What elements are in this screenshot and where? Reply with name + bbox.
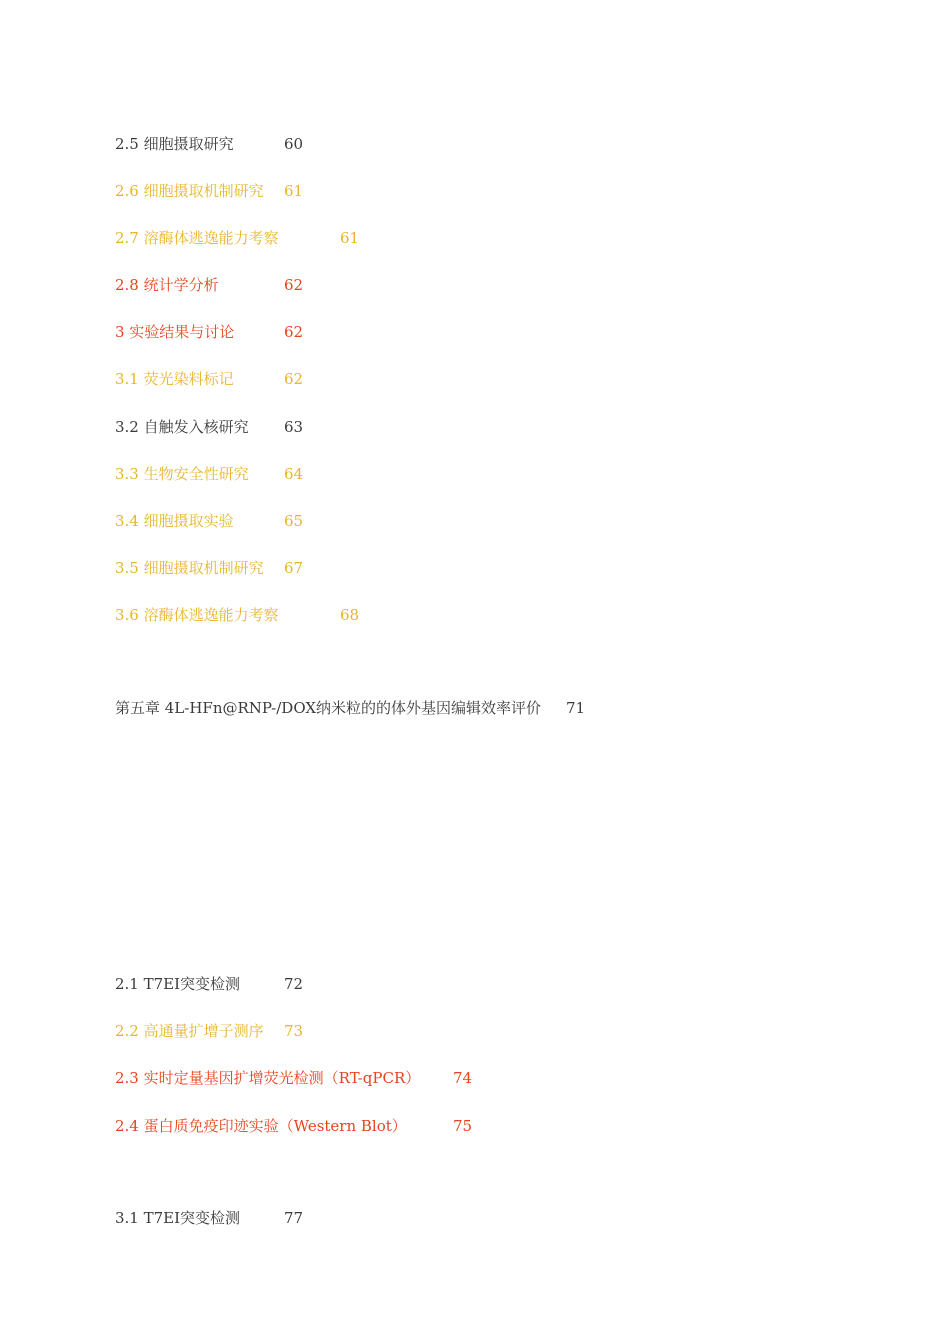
toc-entry-page: 61	[340, 229, 360, 247]
toc-entry-page: 61	[284, 182, 304, 200]
toc-entry-page: 71	[566, 699, 586, 717]
toc-entry-label: 3.4 细胞摄取实验	[115, 512, 234, 530]
toc-entry-page: 62	[284, 276, 304, 294]
toc-entry-page: 67	[284, 559, 304, 577]
toc-entry-label: 3.6 溶酶体逃逸能力考察	[115, 606, 279, 624]
toc-entry-label: 2.3 实时定量基因扩增荧光检测（RT-qPCR）	[115, 1069, 421, 1087]
toc-entry-page: 64	[284, 465, 304, 483]
toc-entry-label: 2.2 高通量扩增子测序	[115, 1022, 264, 1040]
toc-entry-page: 65	[284, 512, 304, 530]
toc-entry-page: 72	[284, 975, 304, 993]
toc-entry-label: 第五章 4L-HFn@RNP-/DOX纳米粒的的体外基因编辑效率评价	[115, 699, 542, 717]
toc-entry-page: 62	[284, 370, 304, 388]
toc-entry-label: 3.2 自触发入核研究	[115, 418, 249, 436]
toc-entry-label: 2.8 统计学分析	[115, 276, 219, 294]
toc-entry-page: 73	[284, 1022, 304, 1040]
toc-entry-label: 3.3 生物安全性研究	[115, 465, 249, 483]
toc-entry-label: 2.4 蛋白质免疫印迹实验（Western Blot）	[115, 1117, 407, 1135]
toc-entry-label: 2.6 细胞摄取机制研究	[115, 182, 264, 200]
toc-entry-label: 3 实验结果与讨论	[115, 323, 235, 341]
toc-entry-label: 3.1 T7EI突变检测	[115, 1209, 241, 1227]
toc-entry-page: 60	[284, 135, 304, 153]
toc-entry-page: 75	[453, 1117, 473, 1135]
toc-entry-page: 63	[284, 418, 304, 436]
toc-entry-page: 77	[284, 1209, 304, 1227]
toc-entry-label: 2.7 溶酶体逃逸能力考察	[115, 229, 279, 247]
toc-entry-label: 2.1 T7EI突变检测	[115, 975, 241, 993]
toc-entry-label: 2.5 细胞摄取研究	[115, 135, 234, 153]
toc-entry-label: 3.1 荧光染料标记	[115, 370, 234, 388]
toc-entry-page: 62	[284, 323, 304, 341]
toc-entry-page: 68	[340, 606, 360, 624]
toc-entry-page: 74	[453, 1069, 473, 1087]
toc-entry-label: 3.5 细胞摄取机制研究	[115, 559, 264, 577]
